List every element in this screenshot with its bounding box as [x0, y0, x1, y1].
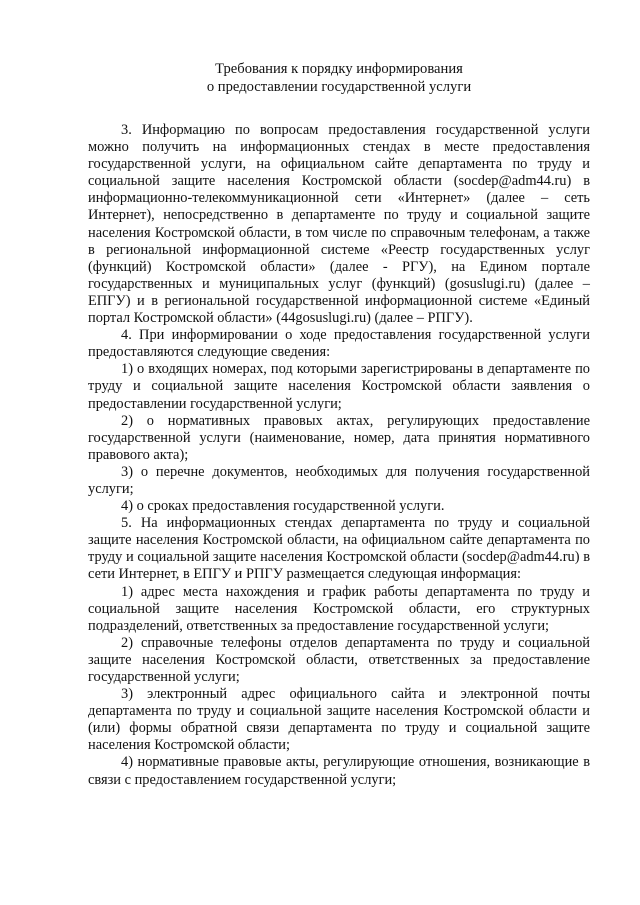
title-line-2: о предоставлении государственной услуги	[206, 79, 472, 95]
document-title	[88, 60, 590, 96]
list-item-4-3: 3) о перечне документов, необходимых для получения государственной услуги;	[88, 463, 590, 497]
list-item-4-4: 4) о сроках предоставления государственной услуги.	[121, 498, 445, 515]
list-item-5-4: 4) нормативные правовые акты, регулирующие отношения, возникающие в связи с предоставлением государственной услуги;	[88, 754, 590, 788]
paragraph-3: 3. Информацию по вопросам предоставления государственной услуги можно получить на информационных стендах в месте предоставления государственной услуги, на официальном сайте департамента по труду и социальной защите населения Костромской области (socdep@adm44.ru) в информационно-телекоммуникационной сети «Интернет» (далее – сеть Интернет), непосредственно в департаменте по труду и социальной защите населения Костромской области, в том числе по справочным телефонам, а также в региональной информационной системе «Реестр государственных услуг (функций) Костромской области» (далее - РГУ), на Едином портале государственных и муниципальных услуг (функций) (gosuslugi.ru) (далее – ЕПГУ) и в региональной государственной информационной системе «Единый портал Костромской области» (44gosuslugi.ru) (далее – РПГУ).	[88, 122, 590, 327]
list-item-5-2: 2) справочные телефоны отделов департамента по труду и социальной защите населения Костромской области, ответственных за предоставление государственной услуги;	[88, 634, 590, 685]
title-line-1: Требования к порядку информирования	[215, 61, 463, 77]
document-body	[88, 122, 590, 789]
list-item-5-1: 1) адрес места нахождения и график работы департамента по труду и социальной защите населения Костромской области, его структурных подразделений, ответственных за предоставление государственной услуги;	[88, 583, 590, 634]
paragraph-4: 4. При информировании о ходе предоставления государственной услуги предоставляются следующие сведения:	[88, 327, 590, 361]
list-item-4-2: 2) о нормативных правовых актах, регулирующих предоставление государственной услуги (наименование, номер, дата принятия нормативного правового акта);	[88, 412, 590, 463]
list-item-4-1: 1) о входящих номерах, под которыми зарегистрированы в департаменте по труду и социальной защите населения Костромской области заявления о предоставлении государственной услуги;	[88, 361, 590, 412]
list-item-5-3: 3) электронный адрес официального сайта и электронной почты департамента по труду и социальной защите населения Костромской области и (или) формы обратной связи департамента по труду и социальной защите населения Костромской области;	[88, 686, 590, 754]
paragraph-5: 5. На информационных стендах департамента по труду и социальной защите населения Костромской области, на официальном сайте департамента по труду и социальной защите населения Костромской области (socdep@adm44.ru) в сети Интернет, в ЕПГУ и РПГУ размещается следующая информация:	[88, 515, 590, 583]
